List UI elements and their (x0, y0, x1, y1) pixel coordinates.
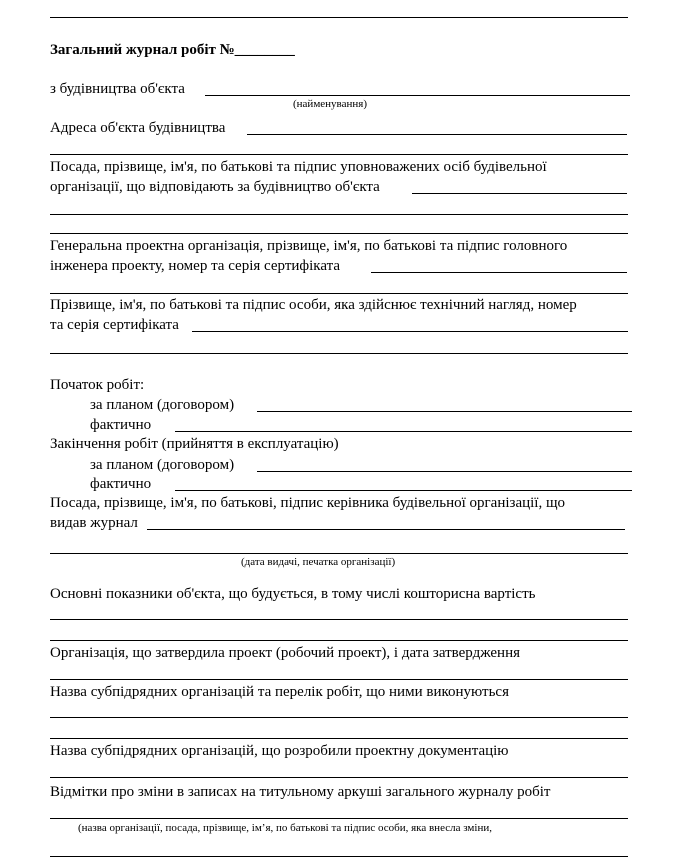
start-planned-label: за планом (договором) (90, 397, 235, 413)
changes-label: Відмітки про зміни в записах на титульному аркуші загального журналу робіт (50, 784, 551, 800)
issuer-caption: (дата видачі, печатка організації) (241, 556, 396, 568)
indicators-label: Основні показники об'єкта, що будується, в тому числі кошторисна вартість (50, 586, 536, 602)
design-org-field-2[interactable] (50, 293, 628, 294)
approval-label: Організація, що затвердила проект (робочий проект), і дата затвердження (50, 645, 521, 661)
subcontractors-label: Назва субпідрядних організацій та перелік робіт, що ними виконуються (50, 684, 509, 700)
address-field[interactable] (247, 134, 627, 135)
issuer-field[interactable] (147, 529, 625, 530)
supervision-line2: та серія сертифіката (50, 317, 179, 333)
sub-designers-field[interactable] (50, 777, 628, 778)
responsible-field[interactable] (412, 193, 627, 194)
object-label: з будівництва об'єкта (50, 81, 185, 97)
indicators-field-2[interactable] (50, 640, 628, 641)
finish-actual-label: фактично (90, 476, 152, 492)
start-actual-field[interactable] (175, 431, 632, 432)
issuer-line2: видав журнал (50, 515, 138, 531)
supervision-field[interactable] (192, 331, 628, 332)
responsible-line2: організації, що відповідають за будівництво об'єкта (50, 179, 380, 195)
indicators-field[interactable] (50, 619, 628, 620)
supervision-line1: Прізвище, ім'я, по батькові та підпис особи, яка здійснює технічний нагляд, номер (50, 297, 577, 313)
start-planned-field[interactable] (257, 411, 632, 412)
issuer-line1: Посада, прізвище, ім'я, по батькові, підпис керівника будівельної організації, що (50, 495, 566, 511)
address-label: Адреса об'єкта будівництва (50, 120, 226, 136)
design-org-line2: інженера проекту, номер та серія сертифіката (50, 258, 341, 274)
changes-caption: (назва організації, посада, прізвище, ім’я, по батькові та підпис особи, яка внесла зміни, (78, 822, 492, 834)
changes-field[interactable] (50, 818, 628, 819)
issuer-date-field[interactable] (50, 553, 628, 554)
responsible-field-2[interactable] (50, 214, 628, 215)
responsible-field-3[interactable] (50, 233, 628, 234)
finish-planned-field[interactable] (257, 471, 632, 472)
start-label: Початок робіт: (50, 377, 145, 393)
journal-title (50, 41, 295, 59)
address-field-2[interactable] (50, 154, 628, 155)
sub-designers-label: Назва субпідрядних організацій, що розробили проектну документацію (50, 743, 509, 759)
responsible-line1: Посада, прізвище, ім'я, по батькові та підпис уповноважених осіб будівельної (50, 159, 547, 175)
design-org-field[interactable] (371, 272, 627, 273)
finish-planned-label: за планом (договором) (90, 457, 235, 473)
subcontractors-field[interactable] (50, 717, 628, 718)
supervision-field-2[interactable] (50, 353, 628, 354)
object-field[interactable] (205, 95, 630, 96)
finish-actual-field[interactable] (175, 490, 632, 491)
object-caption: (найменування) (293, 98, 367, 110)
design-org-line1: Генеральна проектна організація, прізвище, ім'я, по батькові та підпис головного (50, 238, 568, 254)
start-actual-label: фактично (90, 417, 152, 433)
changes-field-2[interactable] (50, 856, 628, 857)
approval-field[interactable] (50, 679, 628, 680)
top-rule (50, 17, 628, 18)
journal-title-label: Загальний журнал робіт № (50, 42, 235, 58)
subcontractors-field-2[interactable] (50, 738, 628, 739)
finish-label: Закінчення робіт (прийняття в експлуатацію) (50, 436, 339, 452)
journal-number-field[interactable]: ________ (234, 42, 295, 58)
